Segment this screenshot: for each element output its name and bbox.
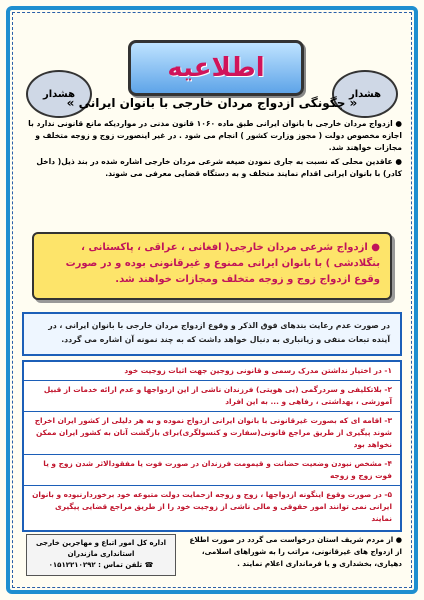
intro-paragraph: ● عاقدین محلی که نسبت به جاری نمودن صیغه شرعی مردان خارجی اشاره شده در بند ذیل( داخل کادر) با بانوان ایرانی اقدام نمایند متخلف و به دستگاه قضایی معرفی می شوند.: [36, 157, 402, 178]
highlight-box: ● ازدواج شرعی مردان خارجی( افغانی ، عراقی ، پاکستانی ، بنگلادشی ) با بانوان ایرانی ممنوع و غیرقانونی بوده و در صورت وقوع ازدواج زوج و زوجه متخلف ومجازات خواهند شد.: [32, 232, 392, 300]
phone-label: تلفن تماس :: [98, 561, 143, 569]
phone-icon: ☎: [144, 561, 154, 569]
warning-badge-left-label: هشدار: [42, 88, 76, 100]
list-item: ۴- مشخص نبودن وضعیت حضانت و قیمومت فرزندان در صورت فوت یا مفقودالاثر شدن زوج و یا فوت زوج و زوجه: [24, 455, 400, 486]
org-name-line2: استانداری مازندران: [67, 550, 135, 558]
phone-number: ۰۱۵۱۲۲۱۰۲۹۲: [48, 561, 96, 569]
intro-paragraph: ● ازدواج مردان خارجی با بانوان ایرانی طبق ماده ۱۰۶۰ قانون مدنی در مواردیکه مانع قانونی ندارد با اجازه مخصوص دولت ( مجوز وزارت کشور ) انجام می شود . در غیر اینصورت زوج و زوجه متخلف و مجازات خواهند شد.: [28, 119, 402, 152]
notice-box: در صورت عدم رعایت بندهای فوق الذکر و وقوع ازدواج مردان خارجی با بانوان ایرانی ، در آینده تبعات منفی و زیانباری به دنبال خواهد داشت که به چند نمونه آن اشاره می گردد.: [22, 312, 402, 356]
consequences-list: [22, 360, 402, 532]
intro-section: [22, 118, 402, 182]
list-item: ۵- در صورت وقوع اینگونه ازدواجها ، زوج و زوجه ازحمایت دولت متبوعه خود برخوردارنبوده و بانوان ایرانی نمی توانند امور حقوقی و مالی ناشی از زوجیت خود را از طریق مراجع قضایی پیگیری نمایند: [32, 490, 392, 523]
org-name-line1: اداره کل امور اتباع و مهاجرین خارجی: [35, 539, 167, 547]
warning-badge-left: [26, 70, 92, 118]
list-item: ۱- در اختیار نداشتن مدرک رسمی و قانونی زوجین جهت اثبات زوجیت خود: [24, 362, 400, 381]
list-item: ۳- اقامه ای که بصورت غیرقانونی با بانوان ایرانی ازدواج نموده و به هر دلیلی از کشور ایران اخراج شوند پیگیری از طریق مراجع قانونی(سفارت و کنسولگری)برای بازگشت آنان به کشور ایران ممکن نخواهد بود: [24, 412, 400, 455]
org-signature-box: [26, 534, 176, 576]
list-item: ۲- بلاتکلیفی و سردرگمی (بی هویتی) فرزندان ناشی از این ازدواجها و عدم ارائه خدمات از قبیل آموزشی ، بهداشتی ، رفاهی و ... به این افراد: [24, 381, 400, 412]
phone-line: [27, 560, 175, 571]
warning-badge-right: [332, 70, 398, 118]
warning-badge-right-label: هشدار: [348, 88, 382, 100]
page-subtitle: « چگونگی ازدواج مردان خارجی با بانوان ایرانی »: [66, 96, 358, 110]
footer-note: ● از مردم شریف استان درخواست می گردد در صورت اطلاع از ازدواج های غیرقانونی، مراتب را به شوراهای اسلامی، دهیاری، بخشداری و یا فرمانداری اعلام نمایند .: [189, 535, 402, 568]
title-banner: [128, 40, 304, 96]
page-title: اطلاعیه: [167, 53, 265, 83]
